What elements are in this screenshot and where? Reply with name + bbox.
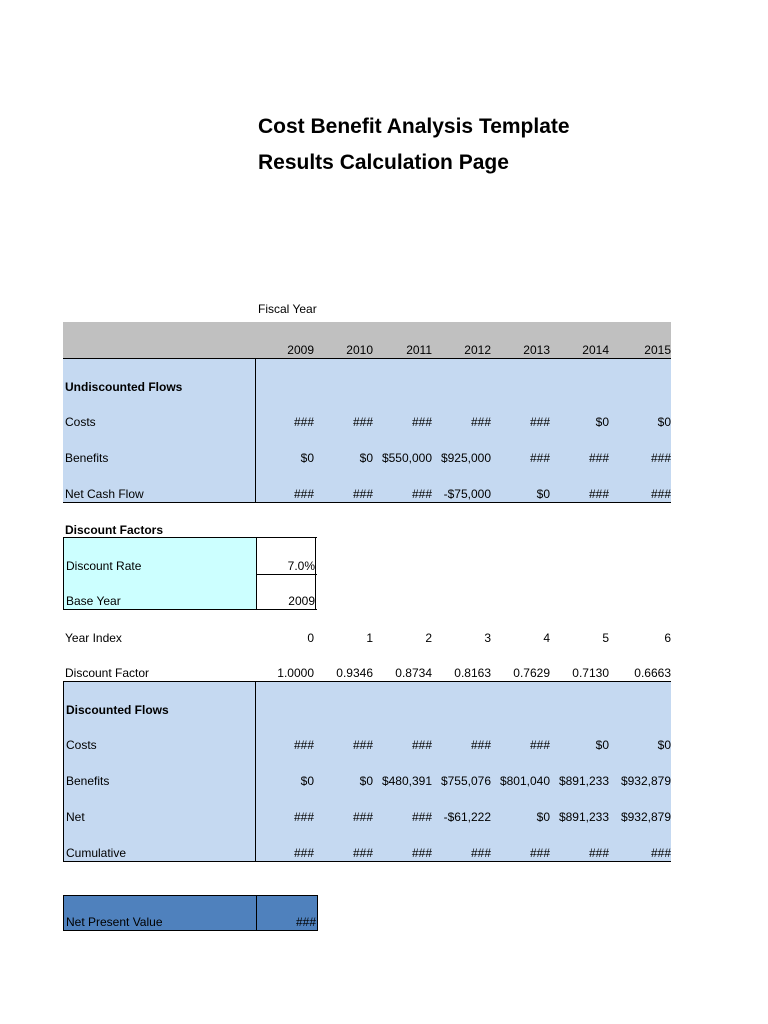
year-header-row-cell[interactable]: 2011 — [406, 343, 432, 357]
undiscounted-benefits-row-cell[interactable]: ### — [650, 451, 671, 465]
discounted-benefits-row-label[interactable]: Benefits — [63, 753, 256, 789]
discounted-costs-row-cell[interactable]: ### — [470, 738, 491, 752]
year-header-row-cell[interactable]: 2013 — [523, 343, 550, 357]
undiscounted-benefits-row-label[interactable]: Benefits — [63, 430, 256, 466]
discounted-costs-row-cell[interactable]: $0 — [595, 738, 609, 752]
undiscounted-costs-row — [63, 394, 671, 431]
discounted-benefits-row-cell[interactable]: $480,391 — [381, 774, 432, 788]
undiscounted-costs-row-cell[interactable]: $0 — [657, 415, 671, 429]
discounted-cumulative-row-cell[interactable]: ### — [529, 846, 550, 860]
npv-row-value[interactable]: ### — [295, 915, 316, 929]
undiscounted-benefits-row-cell[interactable]: ### — [588, 451, 609, 465]
discounted-costs-row-cell[interactable]: $0 — [657, 738, 671, 752]
year-header-row-cell[interactable]: 2015 — [644, 343, 671, 357]
discounted-cumulative-row-cell[interactable]: ### — [470, 846, 491, 860]
discounted-cumulative-row-cell[interactable]: ### — [650, 846, 671, 860]
undiscounted-net-row-cell[interactable]: ### — [650, 487, 671, 501]
discounted-net-row-label[interactable]: Net — [63, 789, 256, 825]
undiscounted-header-row-label[interactable]: Undiscounted Flows — [63, 359, 256, 395]
base-year-row — [63, 573, 317, 610]
undiscounted-net-row-cell[interactable]: $0 — [536, 487, 550, 501]
discounted-net-row-cell[interactable]: -$61,222 — [443, 810, 491, 824]
fiscal-year-label: Fiscal Year — [258, 302, 317, 316]
undiscounted-costs-row-cell[interactable]: $0 — [595, 415, 609, 429]
undiscounted-costs-row-cell[interactable]: ### — [529, 415, 550, 429]
discounted-benefits-row-cell[interactable]: $801,040 — [499, 774, 550, 788]
undiscounted-benefits-row-cell[interactable]: $550,000 — [381, 451, 432, 465]
discount-factor-row-cell[interactable]: 0.8163 — [454, 666, 491, 680]
year-header-row-cell[interactable]: 2014 — [582, 343, 609, 357]
discount-factor-row — [63, 645, 671, 681]
undiscounted-net-row-cell[interactable]: ### — [293, 487, 314, 501]
undiscounted-costs-row-cell[interactable]: ### — [411, 415, 432, 429]
discount-factors-header — [63, 502, 671, 538]
undiscounted-net-row-cell[interactable]: ### — [411, 487, 432, 501]
year-index-row-cell[interactable]: 2 — [425, 631, 432, 645]
discounted-costs-row-cell[interactable]: ### — [293, 738, 314, 752]
discounted-benefits-row-cell[interactable]: $0 — [300, 774, 314, 788]
undiscounted-benefits-row-cell[interactable]: ### — [529, 451, 550, 465]
year-index-row-cell[interactable]: 0 — [307, 631, 314, 645]
year-index-row-cell[interactable]: 6 — [664, 631, 671, 645]
discounted-cumulative-row-cell[interactable]: ### — [411, 846, 432, 860]
undiscounted-costs-row-cell[interactable]: ### — [470, 415, 491, 429]
base-year-row-value[interactable]: 2009 — [257, 573, 316, 609]
year-index-row-cell[interactable]: 1 — [366, 631, 373, 645]
undiscounted-benefits-row-cell[interactable]: $925,000 — [440, 451, 491, 465]
year-header-row-cell[interactable]: 2012 — [464, 343, 491, 357]
undiscounted-header-row — [63, 358, 671, 396]
discounted-cumulative-row-cell[interactable]: ### — [293, 846, 314, 860]
year-header-row-cell[interactable]: 2010 — [346, 343, 373, 357]
discount-rate-row — [63, 537, 317, 575]
discounted-cumulative-row-label[interactable]: Cumulative — [63, 825, 256, 861]
page-title: Cost Benefit Analysis Template — [258, 115, 570, 138]
discounted-costs-row-cell[interactable]: ### — [411, 738, 432, 752]
discount-factor-row-cell[interactable]: 0.7629 — [513, 666, 550, 680]
undiscounted-costs-row-label[interactable]: Costs — [63, 394, 256, 430]
undiscounted-net-row-label[interactable]: Net Cash Flow — [63, 466, 256, 502]
discounted-benefits-row-cell[interactable]: $932,879 — [620, 774, 671, 788]
discounted-net-row — [63, 789, 671, 826]
discounted-benefits-row-cell[interactable]: $891,233 — [558, 774, 609, 788]
title-block — [258, 112, 570, 184]
discounted-cumulative-row — [63, 825, 671, 862]
discount-factor-row-cell[interactable]: 0.7130 — [572, 666, 609, 680]
undiscounted-benefits-row-cell[interactable]: $0 — [359, 451, 373, 465]
discounted-net-row-cell[interactable]: $932,879 — [620, 810, 671, 824]
discounted-net-row-cell[interactable]: ### — [411, 810, 432, 824]
discounted-cumulative-row-cell[interactable]: ### — [352, 846, 373, 860]
year-index-row-cell[interactable]: 4 — [543, 631, 550, 645]
discounted-net-row-cell[interactable]: ### — [293, 810, 314, 824]
discounted-net-row-cell[interactable]: $891,233 — [558, 810, 609, 824]
year-header-row — [63, 322, 671, 358]
page-subtitle: Results Calculation Page — [258, 151, 509, 174]
discounted-net-row-cell[interactable]: ### — [352, 810, 373, 824]
undiscounted-benefits-row-cell[interactable]: $0 — [300, 451, 314, 465]
undiscounted-costs-row-cell[interactable]: ### — [293, 415, 314, 429]
discounted-costs-row-label[interactable]: Costs — [63, 717, 256, 753]
discount-factor-row-cell[interactable]: 0.9346 — [336, 666, 373, 680]
discounted-costs-row-cell[interactable]: ### — [352, 738, 373, 752]
year-index-row-cell[interactable]: 3 — [484, 631, 491, 645]
discount-factor-row-cell[interactable]: 0.6663 — [634, 666, 671, 680]
discounted-benefits-row-cell[interactable]: $0 — [359, 774, 373, 788]
discounted-header-row-label[interactable]: Discounted Flows — [63, 682, 256, 718]
discount-factor-row-cell[interactable]: 1.0000 — [277, 666, 314, 680]
base-year-row-label[interactable]: Base Year — [64, 573, 257, 609]
discount-factors-header-label[interactable]: Discount Factors — [65, 523, 164, 537]
year-index-row-label[interactable]: Year Index — [65, 631, 122, 645]
discounted-benefits-row-cell[interactable]: $755,076 — [440, 774, 491, 788]
undiscounted-benefits-row — [63, 430, 671, 467]
discount-factor-row-label[interactable]: Discount Factor — [65, 666, 150, 680]
npv-row — [63, 895, 318, 931]
undiscounted-net-row-cell[interactable]: -$75,000 — [443, 487, 491, 501]
undiscounted-net-row-cell[interactable]: ### — [352, 487, 373, 501]
undiscounted-net-row — [63, 466, 671, 503]
discounted-costs-row — [63, 717, 671, 754]
npv-row-label[interactable]: Net Present Value — [64, 896, 257, 930]
discounted-net-row-cell[interactable]: $0 — [536, 810, 550, 824]
undiscounted-net-row-cell[interactable]: ### — [588, 487, 609, 501]
year-header-row-cell[interactable]: 2009 — [287, 343, 314, 357]
year-index-row-cell[interactable]: 5 — [602, 631, 609, 645]
discounted-header-row — [63, 681, 671, 719]
year-index-row — [63, 610, 671, 646]
discount-factor-row-cell[interactable]: 0.8734 — [395, 666, 432, 680]
undiscounted-costs-row-cell[interactable]: ### — [352, 415, 373, 429]
discounted-benefits-row — [63, 753, 671, 790]
discount-rate-row-value[interactable]: 7.0% — [257, 538, 316, 574]
discounted-costs-row-cell[interactable]: ### — [529, 738, 550, 752]
discount-rate-row-label[interactable]: Discount Rate — [64, 538, 257, 574]
discounted-cumulative-row-cell[interactable]: ### — [588, 846, 609, 860]
